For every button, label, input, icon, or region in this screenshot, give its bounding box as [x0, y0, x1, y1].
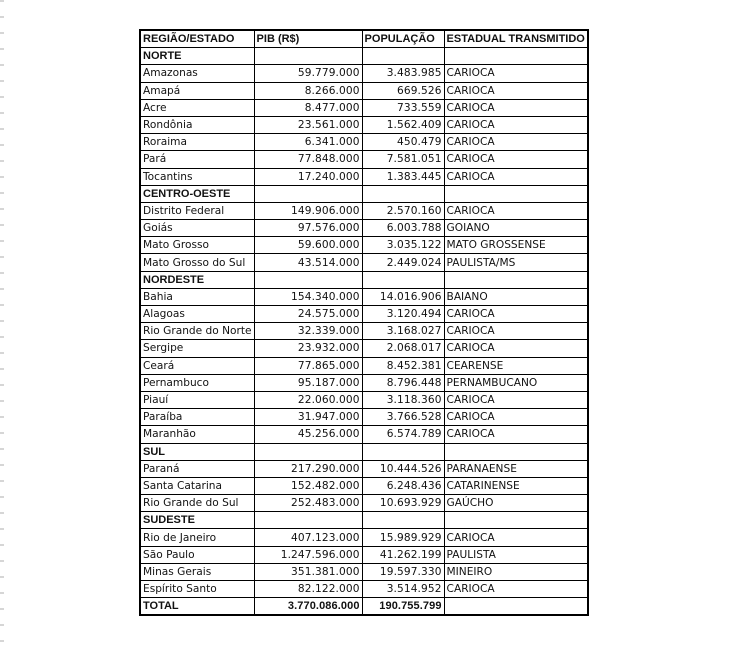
state-estadual-transmitido: MATO GROSSENSE	[444, 237, 588, 254]
state-name: Amazonas	[140, 65, 254, 82]
state-pib: 95.187.000	[254, 374, 362, 391]
state-populacao: 8.452.381	[362, 357, 444, 374]
state-populacao: 10.444.526	[362, 460, 444, 477]
state-estadual-transmitido: PAULISTA	[444, 546, 588, 563]
state-populacao: 10.693.929	[362, 495, 444, 512]
state-pib: 351.381.000	[254, 563, 362, 580]
state-name: Alagoas	[140, 306, 254, 323]
state-row	[140, 151, 588, 168]
state-pib: 8.477.000	[254, 99, 362, 116]
region-estadual-empty	[444, 271, 588, 288]
region-pib-empty	[254, 185, 362, 202]
header-regiao-estado: REGIÃO/ESTADO	[140, 30, 254, 48]
state-row	[140, 168, 588, 185]
total-row	[140, 598, 588, 616]
state-row	[140, 288, 588, 305]
state-pib: 77.848.000	[254, 151, 362, 168]
page-edge-dotted-line	[0, 0, 4, 651]
state-pib: 23.561.000	[254, 116, 362, 133]
state-row	[140, 220, 588, 237]
state-pib: 252.483.000	[254, 495, 362, 512]
state-row	[140, 306, 588, 323]
header-estadual-transmitido: ESTADUAL TRANSMITIDO	[444, 30, 588, 48]
region-populacao-empty	[362, 48, 444, 65]
state-populacao: 669.526	[362, 82, 444, 99]
state-name: Acre	[140, 99, 254, 116]
state-name: Espírito Santo	[140, 581, 254, 598]
state-estadual-transmitido: CARIOCA	[444, 409, 588, 426]
state-name: Pará	[140, 151, 254, 168]
state-estadual-transmitido: CARIOCA	[444, 306, 588, 323]
state-name: Piauí	[140, 391, 254, 408]
state-pib: 22.060.000	[254, 391, 362, 408]
state-pib: 407.123.000	[254, 529, 362, 546]
state-name: Rondônia	[140, 116, 254, 133]
state-populacao: 6.003.788	[362, 220, 444, 237]
state-name: Pernambuco	[140, 374, 254, 391]
state-row	[140, 477, 588, 494]
state-name: Ceará	[140, 357, 254, 374]
state-pib: 59.600.000	[254, 237, 362, 254]
state-populacao: 6.248.436	[362, 477, 444, 494]
state-row	[140, 323, 588, 340]
header-row	[140, 30, 588, 48]
state-row	[140, 495, 588, 512]
state-populacao: 15.989.929	[362, 529, 444, 546]
state-estadual-transmitido: CEARENSE	[444, 357, 588, 374]
state-populacao: 14.016.906	[362, 288, 444, 305]
state-estadual-transmitido: CARIOCA	[444, 65, 588, 82]
state-pib: 1.247.596.000	[254, 546, 362, 563]
region-populacao-empty	[362, 443, 444, 460]
pib-population-table	[139, 29, 589, 616]
state-populacao: 3.035.122	[362, 237, 444, 254]
total-label: TOTAL	[140, 598, 254, 616]
state-pib: 23.932.000	[254, 340, 362, 357]
state-pib: 82.122.000	[254, 581, 362, 598]
state-pib: 6.341.000	[254, 134, 362, 151]
state-row	[140, 254, 588, 271]
region-name: SUDESTE	[140, 512, 254, 529]
state-estadual-transmitido: PERNAMBUCANO	[444, 374, 588, 391]
total-populacao: 190.755.799	[362, 598, 444, 616]
state-name: Distrito Federal	[140, 202, 254, 219]
state-pib: 32.339.000	[254, 323, 362, 340]
state-estadual-transmitido: GAÚCHO	[444, 495, 588, 512]
region-row	[140, 271, 588, 288]
state-row	[140, 426, 588, 443]
state-estadual-transmitido: CARIOCA	[444, 323, 588, 340]
state-row	[140, 237, 588, 254]
state-name: Paraíba	[140, 409, 254, 426]
state-row	[140, 202, 588, 219]
state-row	[140, 357, 588, 374]
state-estadual-transmitido: CARIOCA	[444, 581, 588, 598]
region-row	[140, 185, 588, 202]
state-pib: 59.779.000	[254, 65, 362, 82]
state-populacao: 3.514.952	[362, 581, 444, 598]
region-row	[140, 512, 588, 529]
state-populacao: 6.574.789	[362, 426, 444, 443]
state-pib: 97.576.000	[254, 220, 362, 237]
state-estadual-transmitido: GOIANO	[444, 220, 588, 237]
state-name: Tocantins	[140, 168, 254, 185]
state-populacao: 2.068.017	[362, 340, 444, 357]
state-row	[140, 460, 588, 477]
state-pib: 152.482.000	[254, 477, 362, 494]
state-name: Paraná	[140, 460, 254, 477]
region-pib-empty	[254, 48, 362, 65]
region-pib-empty	[254, 271, 362, 288]
state-pib: 31.947.000	[254, 409, 362, 426]
state-estadual-transmitido: PAULISTA/MS	[444, 254, 588, 271]
state-name: Mato Grosso do Sul	[140, 254, 254, 271]
region-populacao-empty	[362, 271, 444, 288]
state-name: Sergipe	[140, 340, 254, 357]
state-pib: 8.266.000	[254, 82, 362, 99]
region-pib-empty	[254, 512, 362, 529]
state-estadual-transmitido: CARIOCA	[444, 340, 588, 357]
state-pib: 77.865.000	[254, 357, 362, 374]
state-estadual-transmitido: CARIOCA	[444, 168, 588, 185]
state-populacao: 41.262.199	[362, 546, 444, 563]
state-row	[140, 374, 588, 391]
state-populacao: 1.562.409	[362, 116, 444, 133]
state-name: Goiás	[140, 220, 254, 237]
state-row	[140, 409, 588, 426]
state-estadual-transmitido: CATARINENSE	[444, 477, 588, 494]
state-row	[140, 65, 588, 82]
state-populacao: 2.570.160	[362, 202, 444, 219]
state-pib: 43.514.000	[254, 254, 362, 271]
state-pib: 154.340.000	[254, 288, 362, 305]
header-pib: PIB (R$)	[254, 30, 362, 48]
state-populacao: 733.559	[362, 99, 444, 116]
state-name: Maranhão	[140, 426, 254, 443]
state-populacao: 3.766.528	[362, 409, 444, 426]
state-populacao: 3.118.360	[362, 391, 444, 408]
state-estadual-transmitido: CARIOCA	[444, 116, 588, 133]
region-name: NORDESTE	[140, 271, 254, 288]
header-populacao: POPULAÇÃO	[362, 30, 444, 48]
region-name: CENTRO-OESTE	[140, 185, 254, 202]
state-row	[140, 581, 588, 598]
state-populacao: 2.449.024	[362, 254, 444, 271]
region-estadual-empty	[444, 48, 588, 65]
state-populacao: 8.796.448	[362, 374, 444, 391]
state-estadual-transmitido: CARIOCA	[444, 151, 588, 168]
state-name: Bahia	[140, 288, 254, 305]
state-row	[140, 391, 588, 408]
state-pib: 217.290.000	[254, 460, 362, 477]
state-estadual-transmitido: MINEIRO	[444, 563, 588, 580]
state-populacao: 19.597.330	[362, 563, 444, 580]
state-row	[140, 82, 588, 99]
state-name: Rio Grande do Sul	[140, 495, 254, 512]
state-row	[140, 546, 588, 563]
state-row	[140, 340, 588, 357]
state-name: Minas Gerais	[140, 563, 254, 580]
state-pib: 149.906.000	[254, 202, 362, 219]
region-pib-empty	[254, 443, 362, 460]
state-estadual-transmitido: BAIANO	[444, 288, 588, 305]
region-populacao-empty	[362, 512, 444, 529]
state-estadual-transmitido: PARANAENSE	[444, 460, 588, 477]
state-populacao: 450.479	[362, 134, 444, 151]
state-name: Rio Grande do Norte	[140, 323, 254, 340]
table-body	[140, 48, 588, 598]
state-populacao: 3.168.027	[362, 323, 444, 340]
region-row	[140, 48, 588, 65]
state-populacao: 1.383.445	[362, 168, 444, 185]
state-row	[140, 529, 588, 546]
region-name: NORTE	[140, 48, 254, 65]
state-estadual-transmitido: CARIOCA	[444, 134, 588, 151]
state-row	[140, 99, 588, 116]
state-estadual-transmitido: CARIOCA	[444, 529, 588, 546]
state-populacao: 3.120.494	[362, 306, 444, 323]
region-estadual-empty	[444, 185, 588, 202]
state-populacao: 3.483.985	[362, 65, 444, 82]
region-estadual-empty	[444, 443, 588, 460]
state-name: Amapá	[140, 82, 254, 99]
state-estadual-transmitido: CARIOCA	[444, 202, 588, 219]
state-pib: 24.575.000	[254, 306, 362, 323]
state-estadual-transmitido: CARIOCA	[444, 99, 588, 116]
region-populacao-empty	[362, 185, 444, 202]
state-estadual-transmitido: CARIOCA	[444, 82, 588, 99]
region-estadual-empty	[444, 512, 588, 529]
state-row	[140, 563, 588, 580]
state-name: Mato Grosso	[140, 237, 254, 254]
total-pib: 3.770.086.000	[254, 598, 362, 616]
state-populacao: 7.581.051	[362, 151, 444, 168]
state-name: Santa Catarina	[140, 477, 254, 494]
state-estadual-transmitido: CARIOCA	[444, 391, 588, 408]
region-row	[140, 443, 588, 460]
state-estadual-transmitido: CARIOCA	[444, 426, 588, 443]
state-pib: 45.256.000	[254, 426, 362, 443]
state-name: Roraima	[140, 134, 254, 151]
state-name: Rio de Janeiro	[140, 529, 254, 546]
total-estadual-empty	[444, 598, 588, 616]
state-pib: 17.240.000	[254, 168, 362, 185]
region-name: SUL	[140, 443, 254, 460]
state-row	[140, 134, 588, 151]
state-name: São Paulo	[140, 546, 254, 563]
state-row	[140, 116, 588, 133]
